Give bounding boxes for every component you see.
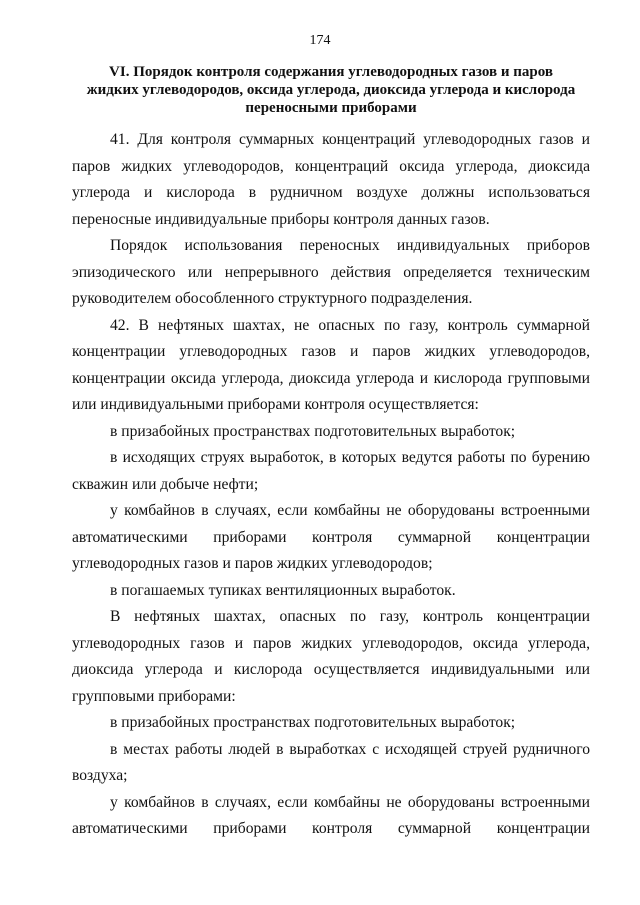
list-item-prizaboinye: в призабойных пространствах подготовительных выработок; — [110, 422, 516, 440]
list-item-mesta-raboty: в местах работы людей в выработках с исходящей струей рудничного воздуха; — [72, 740, 590, 784]
list-item-iskhodyashchie-strui: в исходящих струях выработок, в которых ведутся работы по бурению скважин или добыче нефти; — [72, 449, 590, 493]
paragraph-41: 41. Для контроля суммарных концентраций углеводородных газов и паров жидких углеводородов, концентраций оксида углерода, диоксида углерода и кислорода в рудничном воздухе должны использоваться переносные индивидуальные приборы контроля данных газов. — [72, 131, 590, 228]
paragraph-42: 42. В нефтяных шахтах, не опасных по газу, контроль суммарной концентрации углеводородных газов и паров жидких углеводородов, концентрации оксида углерода, диоксида углерода и кислорода групповыми или индивидуальными приборами контроля осуществляется: — [72, 316, 590, 413]
page-number: 174 — [309, 33, 331, 48]
list-item-prizaboinye-2: в призабойных пространствах подготовительных выработок; — [110, 714, 516, 731]
paragraph-order-of-use: Порядок использования переносных индивидуальных приборов эпизодического или непрерывного действия определяется техническим руководителем обособленного структурного подразделения. — [72, 237, 590, 307]
paragraph-gas-hazardous-mines: В нефтяных шахтах, опасных по газу, контроль концентрации углеводородных газов и паров жидких углеводородов, оксида углерода, диоксида углерода и кислорода осуществляется индивидуальными или групповыми приборами: — [72, 608, 590, 705]
section-title — [72, 63, 590, 117]
section-title-line-3: переносными приборами — [245, 100, 417, 116]
list-item-kombainy-2: у комбайнов в случаях, если комбайны не оборудованы встроенными — [110, 793, 590, 811]
list-item-pogashaemye-tupiki: в погашаемых тупиках вентиляционных выработок. — [110, 581, 456, 599]
section-title-line-2: жидких углеводородов, оксида углерода, диоксида углерода и кислорода — [86, 82, 576, 98]
section-title-line-1: VI. Порядок контроля содержания углеводородных газов и паров — [109, 64, 553, 80]
document-body — [72, 127, 590, 843]
list-item-kombainy: у комбайнов в случаях, если комбайны не оборудованы встроенными автоматическими приборами контроля суммарной концентрации углеводородных газов и паров жидких углеводородов; — [72, 502, 590, 572]
trailing-line: автоматическими приборами контроля суммарной концентрации — [72, 820, 590, 837]
